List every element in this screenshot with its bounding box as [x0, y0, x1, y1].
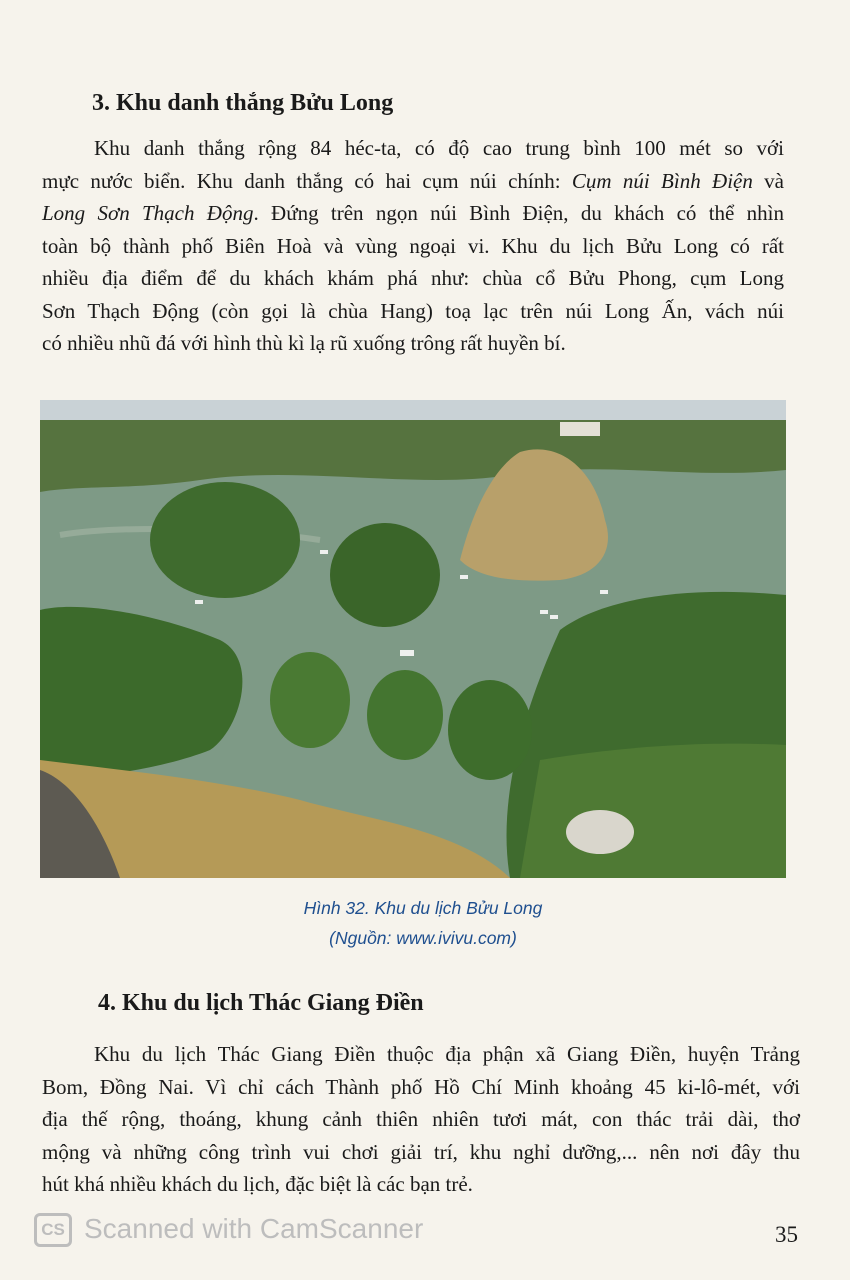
tree-small [270, 652, 350, 748]
figure-source: (Nguồn: www.ivivu.com) [329, 928, 517, 948]
section-4-paragraph [42, 1038, 800, 1201]
paragraph-line: Bom, Đồng Nai. Vì chỉ cách Thành phố Hồ Chí Minh khoảng 45 ki-lô-mét, với [42, 1074, 800, 1099]
paragraph-line: Sơn Thạch Động (còn gọi là chùa Hang) toạ lạc trên núi Long Ấn, vách núi [42, 298, 784, 323]
page-number: 35 [775, 1222, 798, 1247]
paragraph-line: nhiều địa điểm để du khách khám phá như: chùa cổ Bửu Phong, cụm Long [42, 266, 784, 290]
white-rock [566, 810, 634, 854]
sky [40, 400, 786, 420]
paragraph-line: mộng và những công trình vui chơi giải trí, khu nghỉ dưỡng,... nên nơi đây thu [42, 1139, 800, 1164]
tree-small [448, 680, 532, 780]
section-4-title: 4. Khu du lịch Thác Giang Điền [98, 990, 424, 1016]
paragraph-line: hút khá nhiều khách du lịch, đặc biệt là các bạn trẻ. [42, 1172, 473, 1196]
paragraph-line: mực nước biển. Khu danh thắng có hai cụm núi chính: Cụm núi Bình Điện và [42, 168, 784, 193]
paragraph-line: Khu danh thắng rộng 84 héc-ta, có độ cao trung bình 100 mét so với [94, 136, 784, 160]
paragraph-line: Long Sơn Thạch Động. Đứng trên ngọn núi Bình Điện, du khách có thể nhìn [42, 201, 784, 225]
scanner-watermark: Scanned with CamScanner [84, 1213, 424, 1244]
figure-caption: Hình 32. Khu du lịch Bửu Long [303, 898, 543, 918]
mountain-name-long-son: Long Sơn Thạch Động [42, 201, 254, 225]
landscape-illustration [40, 400, 786, 878]
buu-long-landscape-photo [40, 400, 786, 878]
distant-building [560, 422, 600, 436]
tree-island-left [150, 482, 300, 598]
camscanner-logo-icon: CS [34, 1213, 72, 1247]
paragraph-line: địa thế rộng, thoáng, khung cảnh thiên nhiên tươi mát, con thác trải dài, thơ [42, 1107, 800, 1131]
paragraph-line: Khu du lịch Thác Giang Điền thuộc địa phận xã Giang Điền, huyện Trảng [94, 1042, 800, 1066]
mountain-name-binh-dien: Cụm núi Bình Điện [571, 168, 753, 193]
tree-island-center [330, 523, 440, 627]
paragraph-line: toàn bộ thành phố Biên Hoà và vùng ngoại vi. Khu du lịch Bửu Long có rất [42, 233, 784, 258]
grass-right [520, 744, 786, 878]
section-3-paragraph [42, 132, 784, 360]
paragraph-line: có nhiều nhũ đá với hình thù kì lạ rũ xuống trông rất huyền bí. [42, 331, 566, 355]
section-3-title: 3. Khu danh thắng Bửu Long [92, 90, 394, 116]
tree-small [367, 670, 443, 760]
